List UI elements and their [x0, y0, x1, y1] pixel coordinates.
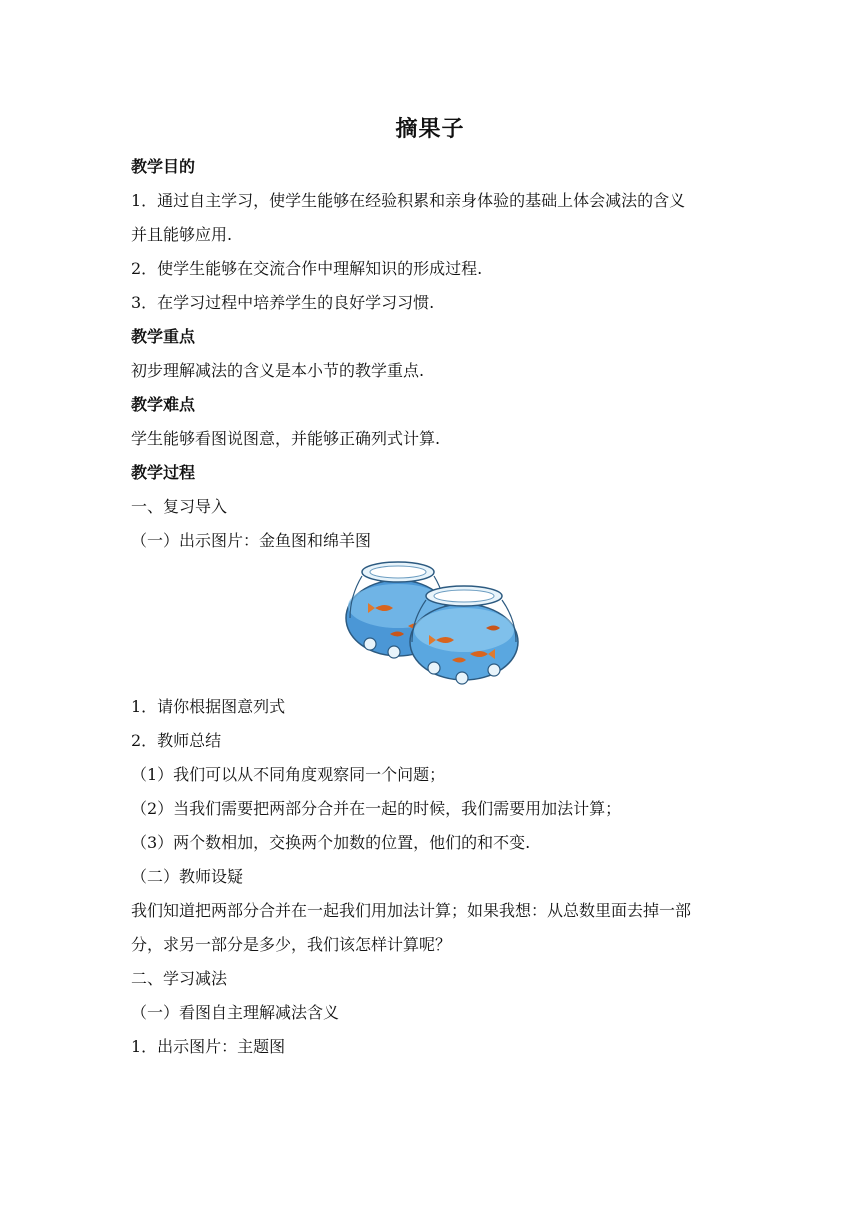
part-1-title: 一、复习导入: [131, 497, 228, 516]
part-1-sub-1: （一）出示图片：金鱼图和绵羊图: [131, 531, 372, 550]
page-title: 摘果子: [395, 117, 465, 142]
heading-teaching-goal: 教学目的: [131, 157, 196, 176]
heading-difficult-point: 教学难点: [131, 395, 196, 414]
heading-key-point: 教学重点: [131, 327, 196, 346]
heading-teaching-process: 教学过程: [131, 463, 196, 482]
goal-2: 2．使学生能够在交流合作中理解知识的形成过程.: [131, 259, 483, 278]
item-2-point-3: （3）两个数相加，交换两个加数的位置，他们的和不变.: [131, 833, 531, 852]
question-line-1: 我们知道把两部分合并在一起我们用加法计算；如果我想：从总数里面去掉一部: [131, 901, 692, 920]
fishbowl-right-image: [410, 586, 518, 684]
part-2-item-1: 1．出示图片：主题图: [131, 1037, 286, 1056]
goal-1-line-2: 并且能够应用.: [131, 225, 233, 244]
part-1-sub-2: （二）教师设疑: [131, 867, 244, 886]
item-2-point-1: （1）我们可以从不同角度观察同一个问题；: [131, 765, 446, 784]
part-2-sub-1: （一）看图自主理解减法含义: [131, 1003, 340, 1022]
goal-1-line-1: 1．通过自主学习，使学生能够在经验积累和亲身体验的基础上体会减法的含义: [131, 191, 686, 210]
key-point-text: 初步理解减法的含义是本小节的教学重点.: [131, 361, 425, 380]
item-2-point-2: （2）当我们需要把两部分合并在一起的时候，我们需要用加法计算；: [131, 799, 622, 818]
item-2: 2．教师总结: [131, 731, 222, 750]
item-1: 1．请你根据图意列式: [131, 697, 286, 716]
goal-3: 3．在学习过程中培养学生的良好学习习惯.: [131, 293, 435, 312]
part-2-title: 二、学习减法: [131, 969, 228, 988]
difficult-point-text: 学生能够看图说图意，并能够正确列式计算.: [131, 429, 441, 448]
goldfish-bowls-illustration: [340, 556, 522, 688]
question-line-2: 分，求另一部分是多少，我们该怎样计算呢？: [131, 935, 452, 954]
